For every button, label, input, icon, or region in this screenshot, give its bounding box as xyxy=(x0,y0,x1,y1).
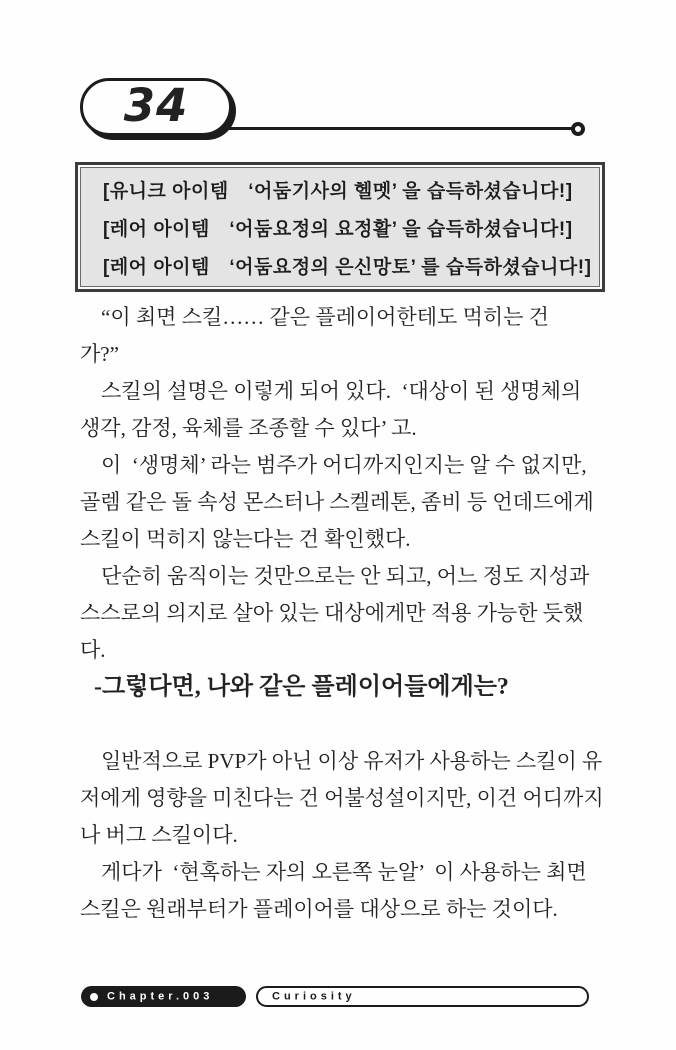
text-line: -그렇다면, 나와 같은 플레이어들에게는? xyxy=(94,674,509,700)
body-paragraph xyxy=(80,447,600,558)
text-line: 스킬의 설명은 이렇게 되어 있다. ‘대상이 된 생명체의 xyxy=(101,379,582,403)
notification-line: [레어 아이템 ‘어둠요정의 은신망토’ 를 습득하셨습니다!] xyxy=(103,257,592,278)
body-paragraph xyxy=(80,854,600,928)
notification-box-lines xyxy=(80,167,600,287)
text-line: 일반적으로 PVP가 아닌 이상 유저가 사용하는 스킬이 유 xyxy=(101,749,603,773)
header-rule xyxy=(228,127,574,130)
body-paragraph xyxy=(80,558,600,669)
text-line: 이 ‘생명체’ 라는 범주가 어디까지인지는 알 수 없지만, xyxy=(101,453,587,477)
text-line: 다. xyxy=(80,638,106,662)
body-paragraph xyxy=(80,373,600,447)
body-paragraph xyxy=(80,299,600,373)
page-number: 34 xyxy=(123,78,189,132)
text-line: 골렘 같은 돌 속성 몬스터나 스켈레톤, 좀비 등 언데드에게 xyxy=(80,490,594,514)
notification-line: [유니크 아이템 ‘어둠기사의 헬멧’ 을 습득하셨습니다!] xyxy=(103,181,573,202)
text-line: 게다가 ‘현혹하는 자의 오른쪽 눈알’ 이 사용하는 최면 xyxy=(101,860,587,884)
text-line: 스킬이 먹히지 않는다는 건 확인했다. xyxy=(80,527,411,551)
section-label: Curiosity xyxy=(272,990,356,1002)
notification-line: [레어 아이템 ‘어둠요정의 요정활’ 을 습득하셨습니다!] xyxy=(103,219,573,240)
section-badge xyxy=(256,986,589,1007)
page-footer xyxy=(0,986,676,1008)
text-line: 생각, 감정, 육체를 조종할 수 있다’ 고. xyxy=(80,416,417,440)
body-heading xyxy=(80,669,600,706)
chapter-badge xyxy=(81,986,246,1007)
text-line: 스킬은 원래부터가 플레이어를 대상으로 하는 것이다. xyxy=(80,897,558,921)
text-line: 스스로의 의지로 살아 있는 대상에게만 적용 가능한 듯했 xyxy=(80,601,584,625)
text-line: 단순히 움직이는 것만으로는 안 되고, 어느 정도 지성과 xyxy=(101,564,590,588)
body-text xyxy=(80,299,604,928)
body-paragraph xyxy=(80,743,604,854)
text-line: 나 버그 스킬이다. xyxy=(80,823,238,847)
text-line: 가?” xyxy=(80,342,119,366)
chapter-label: Chapter.003 xyxy=(107,990,214,1002)
page-number-badge xyxy=(80,78,232,136)
ring-icon xyxy=(571,122,585,136)
text-line: “이 최면 스킬…… 같은 플레이어한테도 먹히는 건 xyxy=(101,305,549,329)
dot-icon xyxy=(90,993,98,1001)
notification-box xyxy=(75,162,605,292)
text-line: 저에게 영향을 미친다는 건 어불성설이지만, 이건 어디까지 xyxy=(80,786,604,810)
